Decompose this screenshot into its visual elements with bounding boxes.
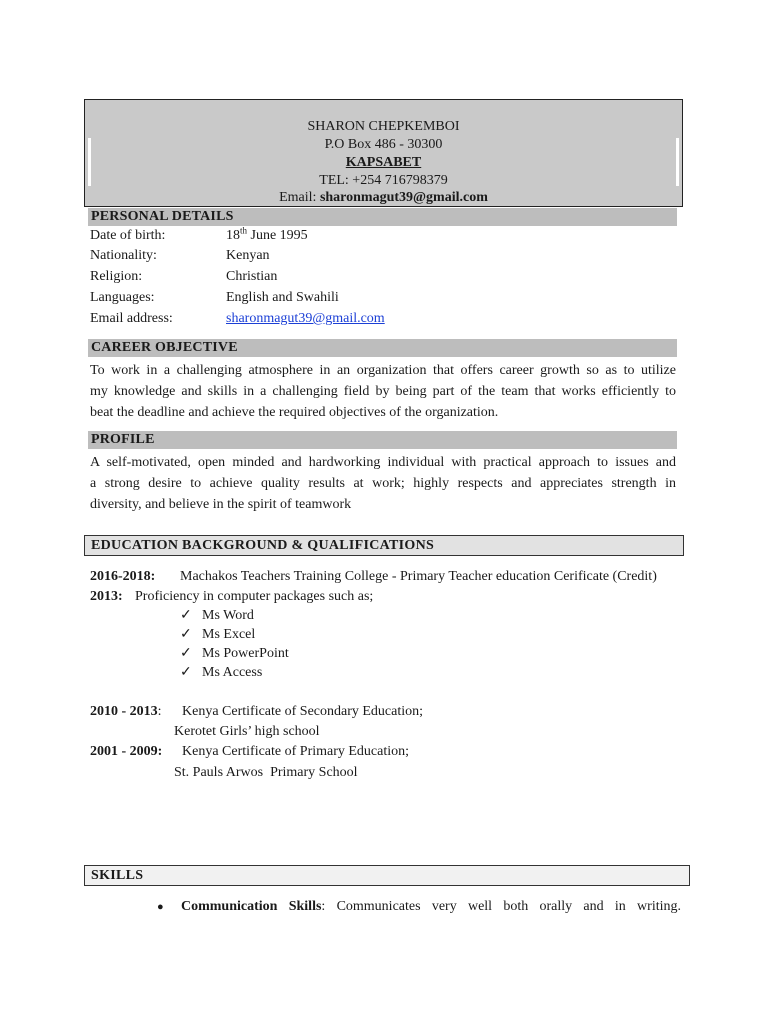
package-item: ✓ Ms Word — [180, 606, 254, 626]
bullet-icon: ● — [157, 901, 164, 913]
check-icon: ✓ — [180, 665, 192, 680]
edu-text-2013: Proficiency in computer packages such as; — [135, 589, 374, 604]
edu-text-2010: Kenya Certificate of Secondary Education; — [182, 704, 424, 719]
languages-value: English and Swahili — [226, 290, 339, 305]
edu-years-2013: 2013: — [90, 589, 123, 604]
profile-heading: PROFILE — [88, 431, 677, 449]
profile-text: A self-motivated, open minded and hardworking individual with practical approach to issues and a strong desire to achieve quality results at work; highly respects and appreciates strength in diversity, and believe in the spirit of teamwork — [90, 455, 676, 512]
candidate-name: SHARON CHEPKEMBOI — [307, 119, 460, 134]
telephone: TEL: +254 716798379 — [319, 173, 448, 188]
package-item: ✓ Ms Excel — [180, 625, 255, 645]
nationality-value: Kenyan — [226, 248, 270, 263]
skill-item: Communication Skills: Communicates very well both orally and in writing. — [181, 899, 681, 914]
check-icon: ✓ — [180, 646, 192, 661]
religion-value: Christian — [226, 269, 278, 284]
dob-label: Date of birth: — [90, 228, 166, 243]
edu-years-2010: 2010 - 2013: — [90, 704, 162, 719]
personal-details-heading: PERSONAL DETAILS — [88, 208, 677, 226]
town: KAPSABET — [345, 155, 422, 170]
edu-text-2016: Machakos Teachers Training College - Primary Teacher education Cerificate (Credit) — [180, 569, 657, 584]
contact-header — [84, 99, 683, 207]
edu-school-2001: St. Pauls Arwos Primary School — [174, 765, 358, 780]
header-email[interactable]: sharonmagut39@gmail.com — [319, 190, 488, 205]
edu-years-2001: 2001 - 2009: — [90, 744, 163, 759]
package-item: ✓ Ms PowerPoint — [180, 644, 289, 664]
check-icon: ✓ — [180, 627, 192, 642]
languages-label: Languages: — [90, 290, 155, 305]
dob-value: 18th June 1995 — [226, 225, 308, 243]
edu-years-2016: 2016-2018: — [90, 569, 156, 584]
package-item: ✓ Ms Access — [180, 663, 262, 683]
po-box: P.O Box 486 - 30300 — [324, 137, 443, 152]
header-email-label: Email: — [279, 190, 320, 205]
header-email-line — [85, 189, 682, 207]
check-icon: ✓ — [180, 608, 192, 623]
education-heading: EDUCATION BACKGROUND & QUALIFICATIONS — [84, 535, 684, 556]
email-address-label: Email address: — [90, 311, 173, 326]
career-objective-text: To work in a challenging atmosphere in an organization that offers career growth so as to utilize my knowledge and skills in a challenging field by being part of the team that works efficiently to beat the deadline and achieve the required objectives of the organization. — [90, 363, 676, 420]
edu-school-2010: Kerotet Girls’ high school — [174, 724, 320, 739]
religion-label: Religion: — [90, 269, 143, 284]
email-address-link[interactable]: sharonmagut39@gmail.com — [226, 311, 385, 326]
skills-heading: SKILLS — [84, 865, 690, 886]
career-objective-heading: CAREER OBJECTIVE — [88, 339, 677, 357]
nationality-label: Nationality: — [90, 248, 157, 263]
edu-text-2001: Kenya Certificate of Primary Education; — [182, 744, 410, 759]
